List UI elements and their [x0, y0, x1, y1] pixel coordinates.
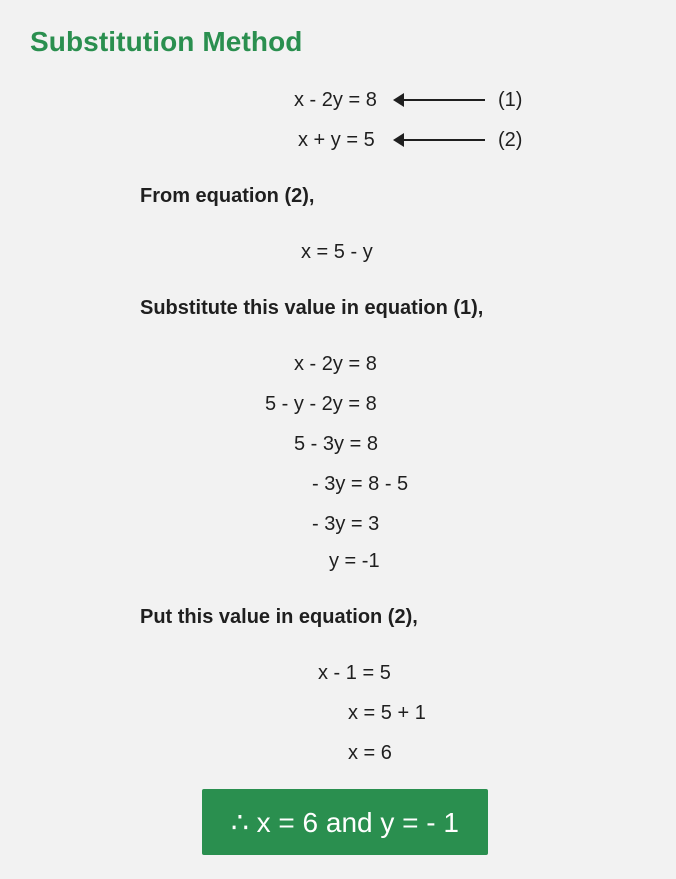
given-equation-2: x + y = 5 — [298, 129, 375, 151]
step2-line: x - 2y = 8 — [294, 353, 377, 375]
step2-line: y = -1 — [329, 550, 380, 572]
step2-line: - 3y = 8 - 5 — [312, 473, 409, 495]
step2-line: - 3y = 3 — [312, 513, 380, 535]
equation-tag-2: (2) — [498, 129, 523, 151]
step2-line: 5 - y - 2y = 8 — [265, 393, 377, 415]
answer-box — [202, 789, 488, 855]
step3-line: x - 1 = 5 — [318, 662, 391, 684]
given-equation-1: x - 2y = 8 — [294, 89, 377, 111]
step3-line: x = 6 — [348, 742, 392, 764]
page-title: Substitution Method — [30, 26, 303, 57]
step3-line: x = 5 + 1 — [348, 702, 426, 724]
step3-text: Put this value in equation (2), — [140, 606, 418, 628]
answer-text: ∴ x = 6 and y = - 1 — [231, 806, 459, 838]
step2-text: Substitute this value in equation (1), — [140, 297, 484, 319]
equation-tag-1: (1) — [498, 89, 523, 111]
step1-result: x = 5 - y — [301, 241, 373, 263]
arrow-left-icon — [393, 93, 485, 107]
arrow-left-icon — [393, 133, 485, 147]
step2-line: 5 - 3y = 8 — [294, 433, 378, 455]
step1-text: From equation (2), — [140, 185, 315, 207]
